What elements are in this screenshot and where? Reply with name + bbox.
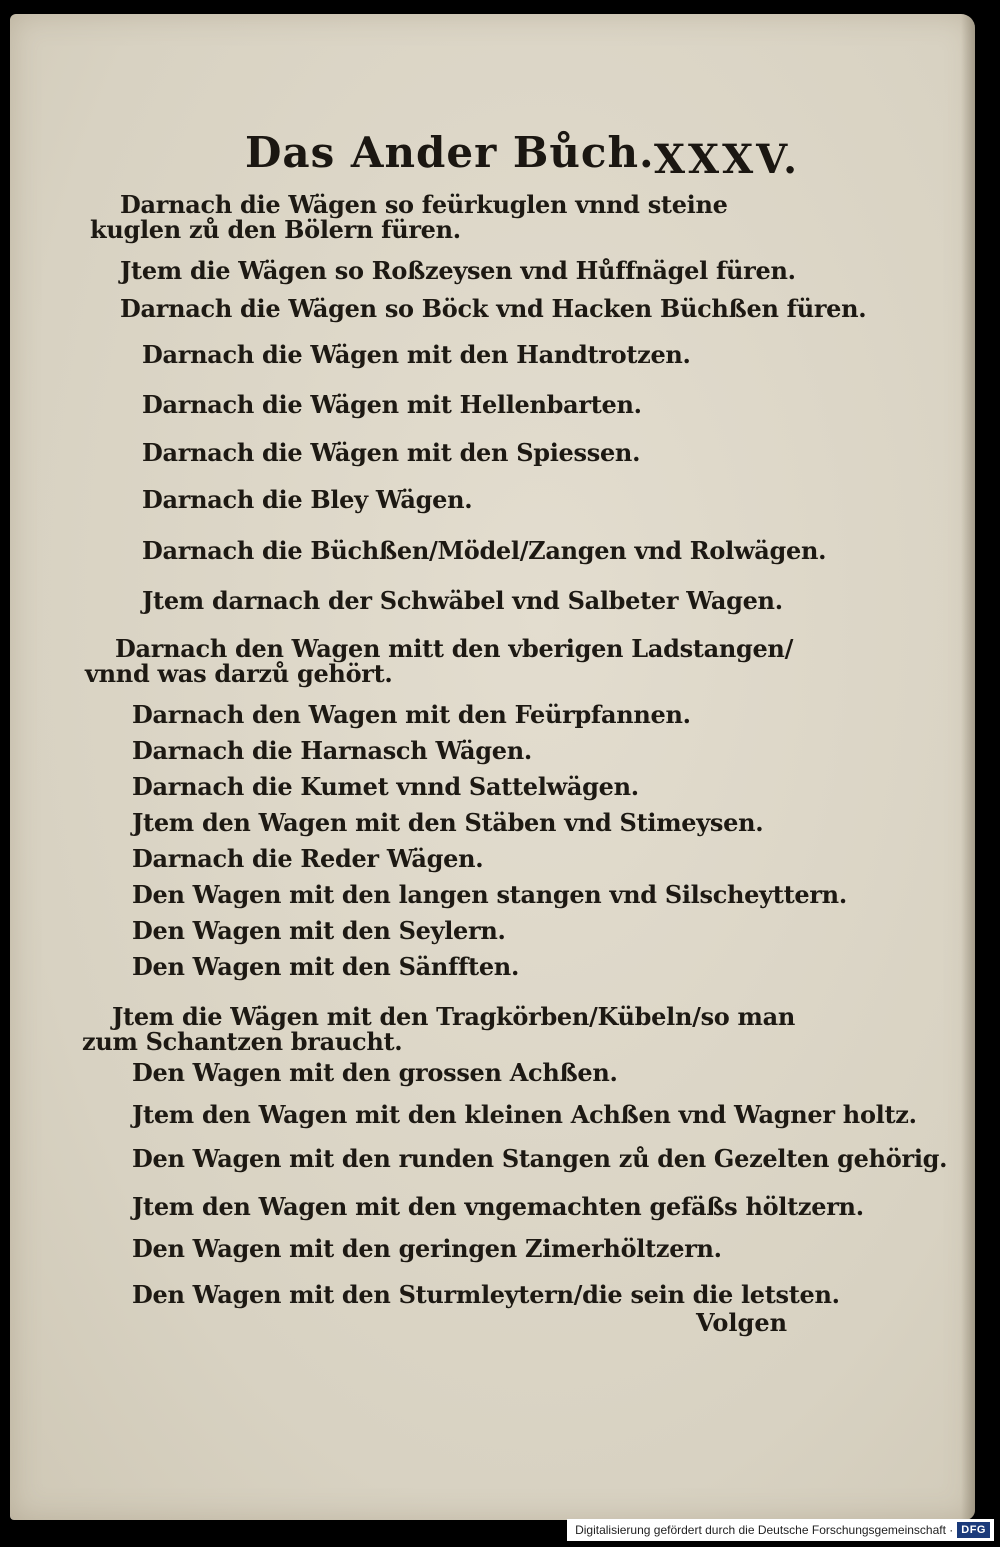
digitization-credit-footer [567,1519,994,1541]
text-line: Jtem darnach der Schwäbel vnd Salbeter Wagen. [142,586,783,615]
text-line: Darnach die Büchßen/Mödel/Zangen vnd Rolwägen. [142,536,827,565]
text-line: Darnach den Wagen mit den Feürpfannen. [132,700,691,729]
text-line: Darnach den Wagen mitt den vberigen Ladstangen/ vnnd was darzů gehört. [85,634,794,688]
text-line: Den Wagen mit den langen stangen vnd Silscheyttern. [132,880,847,909]
running-head: Das Ander Bůch. [245,128,655,177]
text-line: Darnach die Wägen mit den Handtrotzen. [142,340,691,369]
text-line: Darnach die Harnasch Wägen. [132,736,532,765]
text-line: Den Wagen mit den geringen Zimerhöltzern. [132,1234,722,1263]
text-line: Den Wagen mit den grossen Achßen. [132,1058,618,1087]
dfg-logo[interactable]: DFG [957,1522,990,1538]
text-line: Darnach die Wägen mit Hellenbarten. [142,390,642,419]
text-line: Jtem die Wägen so Roßzeysen vnd Hůffnägel füren. [120,256,796,285]
text-line: Darnach die Kumet vnnd Sattelwägen. [132,772,639,801]
text-line: Jtem den Wagen mit den vngemachten gefäßs höltzern. [132,1192,864,1221]
folio-number: XXXV. [654,136,801,183]
text-line: Den Wagen mit den Seylern. [132,916,506,945]
text-line: Darnach die Wägen so feürkuglen vnnd steine kuglen zů den Bölern füren. [90,190,728,244]
text-line: Den Wagen mit den Sturmleytern/die sein die letsten. [132,1280,840,1309]
text-line: Darnach die Reder Wägen. [132,844,484,873]
text-line: Den Wagen mit den runden Stangen zů den Gezelten gehörig. [132,1144,948,1173]
text-line: Darnach die Wägen so Böck vnd Hacken Büchßen füren. [120,294,867,323]
text-line: Jtem die Wägen mit den Tragkörben/Kübeln/so man zum Schantzen braucht. [82,1002,796,1056]
catchword: Volgen [696,1308,788,1337]
text-line: Darnach die Bley Wägen. [142,485,473,514]
text-line: Jtem den Wagen mit den kleinen Achßen vnd Wagner holtz. [132,1100,917,1129]
page-edge-shadow [961,14,975,1520]
funding-credit-text: Digitalisierung gefördert durch die Deutsche Forschungsgemeinschaft · [575,1523,954,1537]
text-line: Jtem den Wagen mit den Stäben vnd Stimeysen. [132,808,764,837]
text-line: Darnach die Wägen mit den Spiessen. [142,438,641,467]
text-line: Den Wagen mit den Sänfften. [132,952,520,981]
